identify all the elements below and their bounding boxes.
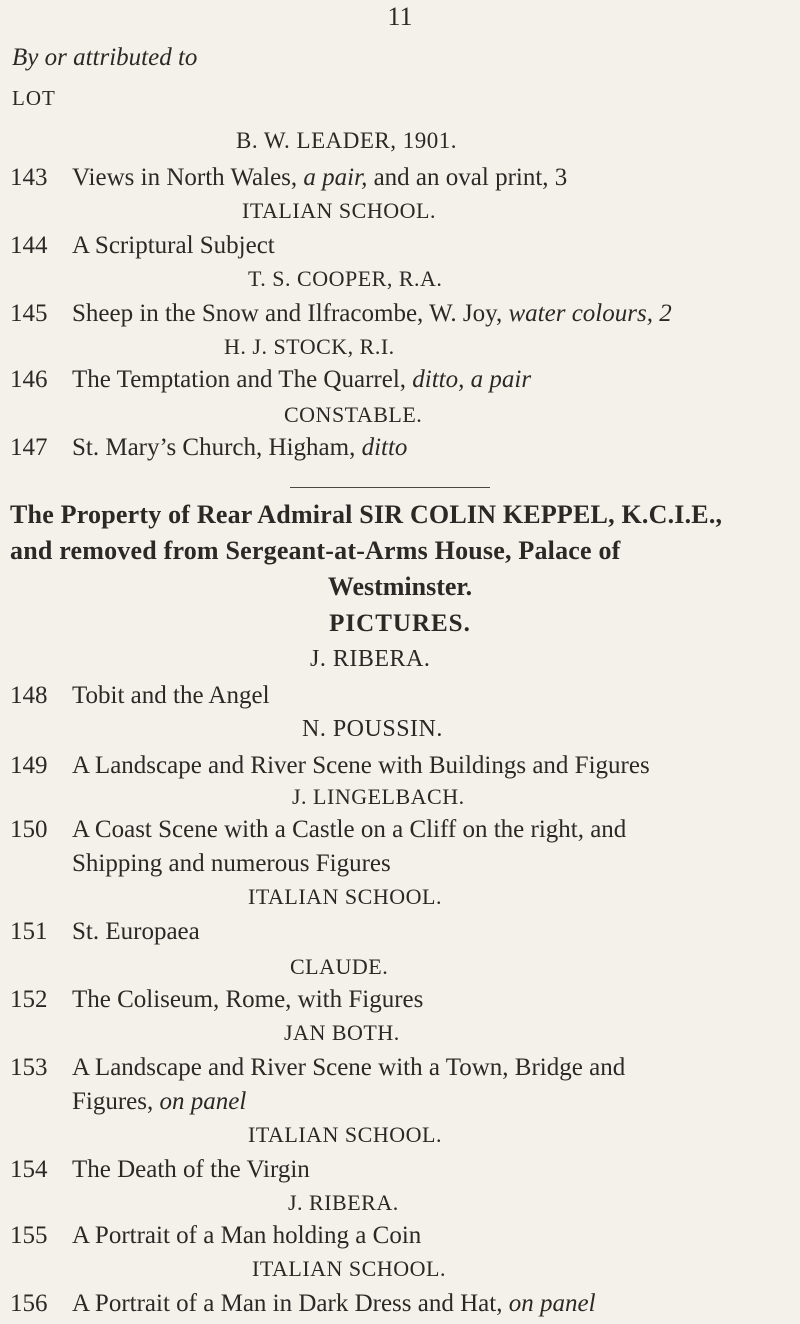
lot-number: 145 (10, 300, 48, 327)
lot-number: 148 (10, 682, 48, 709)
lot-number: 150 (10, 816, 48, 843)
lot-description (72, 366, 531, 394)
lot-row (10, 918, 784, 948)
lot-italic: ditto, a pair (406, 366, 532, 393)
lot-italic: a pair, (297, 164, 368, 191)
property-line-2: and removed from Sergeant-at-Arms House, Palace of (10, 536, 621, 565)
lot-row (10, 816, 784, 846)
lot-continuation: Shipping and numerous Figures (72, 850, 391, 877)
lot-number: 146 (10, 366, 48, 393)
lot-number: 147 (10, 434, 48, 461)
artist-italian-school: ITALIAN SCHOOL. (248, 884, 442, 909)
artist-italian-school: ITALIAN SCHOOL. (242, 198, 436, 223)
page-number: 11 (387, 2, 413, 31)
lot-italic: on panel (153, 1088, 247, 1115)
lot-text: The Temptation and The Quarrel, (72, 366, 407, 393)
lot-description: A Landscape and River Scene with a Town, Bridge and (72, 1054, 626, 1081)
property-line-3: Westminster. (327, 572, 473, 601)
lot-row (10, 986, 784, 1016)
lot-continuation (72, 1088, 246, 1116)
lot-italic: water colours, 2 (502, 300, 672, 327)
lot-description: The Coliseum, Rome, with Figures (72, 986, 424, 1013)
lot-number: 155 (10, 1222, 48, 1249)
lot-description (72, 434, 407, 462)
lot-number: 153 (10, 1054, 48, 1081)
lot-text: Figures, (72, 1088, 154, 1115)
artist-ribera: J. RIBERA. (288, 1190, 399, 1215)
lot-text: A Scriptural Subject (72, 232, 275, 259)
lot-row (10, 1156, 784, 1186)
property-line-1: The Property of Rear Admiral SIR COLIN KEPPEL, K.C.I.E., (10, 500, 723, 529)
lot-italic: on panel (502, 1290, 596, 1317)
lot-description: The Death of the Virgin (72, 1156, 310, 1183)
lot-row (10, 434, 784, 464)
lot-row (10, 1290, 784, 1320)
lot-description (72, 300, 672, 328)
artist-italian-school: ITALIAN SCHOOL. (248, 1122, 442, 1147)
lot-number: 144 (10, 232, 48, 259)
artist-cooper: T. S. COOPER, R.A. (248, 266, 443, 291)
artist-poussin: N. POUSSIN. (302, 716, 443, 742)
lot-description (72, 232, 275, 260)
artist-lingelbach: J. LINGELBACH. (292, 784, 465, 809)
lot-row (10, 752, 784, 782)
artist-claude: CLAUDE. (290, 954, 389, 979)
lot-number: 152 (10, 986, 48, 1013)
artist-stock: H. J. STOCK, R.I. (224, 334, 395, 359)
lot-italic: ditto (355, 434, 408, 461)
lot-description: A Coast Scene with a Castle on a Cliff on the right, and (72, 816, 627, 843)
lot-description: A Landscape and River Scene with Buildings and Figures (72, 752, 650, 779)
lot-description (72, 1290, 596, 1318)
pictures-heading: PICTURES. (329, 610, 471, 637)
lot-row (10, 232, 784, 262)
artist-constable: CONSTABLE. (284, 402, 423, 427)
lot-number: 143 (10, 164, 48, 191)
lot-description: A Portrait of a Man holding a Coin (72, 1222, 422, 1249)
lot-text: St. Mary’s Church, Higham, (72, 434, 356, 461)
lot-row (10, 300, 784, 330)
artist-leader: B. W. LEADER, 1901. (236, 128, 457, 153)
lot-number: 149 (10, 752, 48, 779)
section-divider (290, 487, 490, 488)
header-attribution: By or attributed to (12, 44, 198, 71)
lot-row (10, 164, 784, 194)
artist-jan-both: JAN BOTH. (284, 1020, 400, 1045)
artist-ribera: J. RIBERA. (310, 646, 431, 672)
lot-row (10, 366, 784, 396)
lot-description (72, 164, 567, 192)
lot-number: 154 (10, 1156, 48, 1183)
lot-text: A Portrait of a Man in Dark Dress and Hat, (72, 1290, 503, 1317)
lot-row (10, 1222, 784, 1252)
lot-description: St. Europaea (72, 918, 200, 945)
lot-row (10, 682, 784, 712)
lot-description: Tobit and the Angel (72, 682, 270, 709)
lot-number: 156 (10, 1290, 48, 1317)
lot-text-rest: and an oval print, 3 (367, 164, 568, 191)
lot-number: 151 (10, 918, 48, 945)
lot-column-label: LOT (12, 86, 56, 110)
lot-text: Sheep in the Snow and Ilfracombe, W. Joy, (72, 300, 503, 327)
lot-row (10, 1054, 784, 1084)
lot-text: Views in North Wales, (72, 164, 298, 191)
artist-italian-school: ITALIAN SCHOOL. (252, 1256, 446, 1281)
